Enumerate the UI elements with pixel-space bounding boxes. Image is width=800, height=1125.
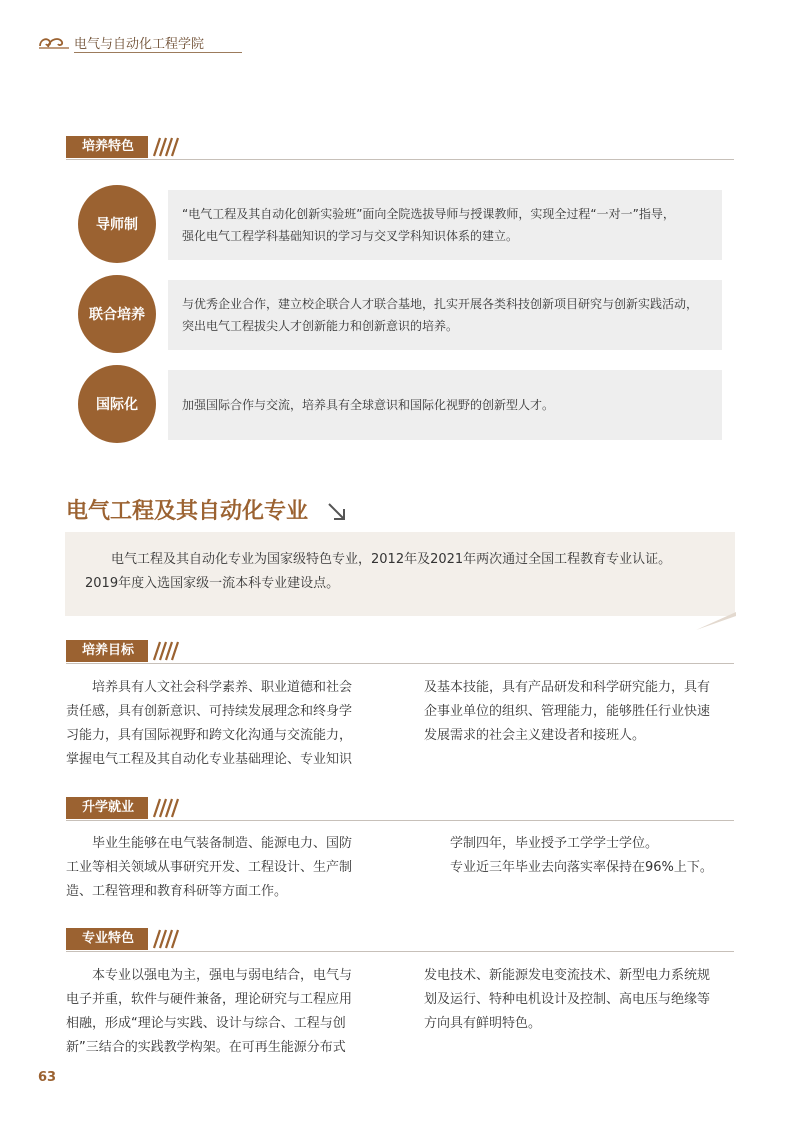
cloud-scroll-logo-icon	[38, 34, 70, 50]
text-line: 专业近三年毕业去向落实率保持在96%上下。	[450, 860, 713, 875]
page-number: 63	[38, 1070, 57, 1085]
text-line: 学制四年，毕业授予工学学士学位。	[450, 836, 659, 851]
specialty-right-column	[424, 964, 744, 1036]
specialty-left-column	[66, 964, 396, 1060]
feature-description-international	[168, 370, 722, 440]
careers-left-column	[66, 832, 396, 904]
slashes-decoration-icon	[152, 929, 180, 949]
feature-badge-international: 国际化	[78, 365, 156, 443]
text-line: 发电技术、新能源发电变流技术、新型电力系统规	[424, 968, 711, 983]
text-line: 培养具有人文社会科学素养、职业道德和社会	[92, 680, 353, 695]
page-fold-decoration	[696, 612, 736, 630]
intro-line: 2019年度入选国家级一流本科专业建设点。	[85, 576, 340, 591]
feature-description-joint-training	[168, 280, 722, 350]
text-line: 造、工程管理和教育科研等方面工作。	[66, 884, 288, 899]
section-heading: 培养特色	[66, 136, 148, 158]
feature-badge-mentor: 导师制	[78, 185, 156, 263]
objectives-right-column	[424, 676, 744, 748]
page-header	[38, 32, 242, 54]
text-line: 毕业生能够在电气装备制造、能源电力、国防	[92, 836, 353, 851]
section-rule	[66, 820, 734, 821]
header-title: 电气与自动化工程学院	[74, 37, 205, 52]
text-line: 企事业单位的组织、管理能力，能够胜任行业快速	[424, 704, 711, 719]
text-line: 本专业以强电为主，强电与弱电结合，电气与	[92, 968, 353, 983]
slashes-decoration-icon	[152, 641, 180, 661]
slashes-decoration-icon	[152, 798, 180, 818]
objectives-left-column	[66, 676, 396, 772]
section-rule	[66, 663, 734, 664]
text-line: 掌握电气工程及其自动化专业基础理论、专业知识	[66, 752, 353, 767]
section-heading: 升学就业	[66, 797, 148, 819]
major-intro-box	[65, 532, 735, 616]
text-line: 习能力，具有国际视野和跨文化沟通与交流能力，	[66, 728, 353, 743]
text-line: 划及运行、特种电机设计及控制、高电压与绝缘等	[424, 992, 711, 1007]
careers-right-column	[424, 832, 744, 880]
text-line: 责任感，具有创新意识、可持续发展理念和终身学	[66, 704, 353, 719]
text-line: 新”三结合的实践教学构架。在可再生能源分布式	[66, 1040, 346, 1055]
text-line: 相融，形成“理论与实践、设计与综合、工程与创	[66, 1016, 346, 1031]
feature-text-line: 与优秀企业合作，建立校企联合人才联合基地，扎实开展各类科技创新项目研究与创新实践活动，	[182, 297, 699, 311]
major-title: 电气工程及其自动化专业	[66, 499, 309, 524]
feature-text-line: 强化电气工程学科基础知识的学习与交叉学科知识体系的建立。	[182, 229, 519, 243]
text-line: 工业等相关领域从事研究开发、工程设计、生产制	[66, 860, 353, 875]
intro-line: 电气工程及其自动化专业为国家级特色专业，2012年及2021年两次通过全国工程教育专业认证。	[111, 552, 672, 567]
arrow-down-right-icon	[326, 500, 348, 522]
feature-text-line: 加强国际合作与交流，培养具有全球意识和国际化视野的创新型人才。	[182, 398, 555, 412]
text-line: 发展需求的社会主义建设者和接班人。	[424, 728, 646, 743]
section-rule	[66, 951, 734, 952]
feature-text-line: “电气工程及其自动化创新实验班”面向全院选拔导师与授课教师，实现全过程“一对一”指导，	[182, 207, 675, 221]
feature-description-mentor	[168, 190, 722, 260]
slashes-decoration-icon	[152, 137, 180, 157]
feature-text-line: 突出电气工程拔尖人才创新能力和创新意识的培养。	[182, 319, 459, 333]
text-line: 及基本技能，具有产品研发和科学研究能力，具有	[424, 680, 711, 695]
section-heading: 培养目标	[66, 640, 148, 662]
section-rule	[66, 159, 734, 160]
header-divider	[74, 52, 242, 53]
text-line: 方向具有鲜明特色。	[424, 1016, 542, 1031]
text-line: 电子并重，软件与硬件兼备，理论研究与工程应用	[66, 992, 353, 1007]
feature-badge-joint-training: 联合培养	[78, 275, 156, 353]
section-heading: 专业特色	[66, 928, 148, 950]
